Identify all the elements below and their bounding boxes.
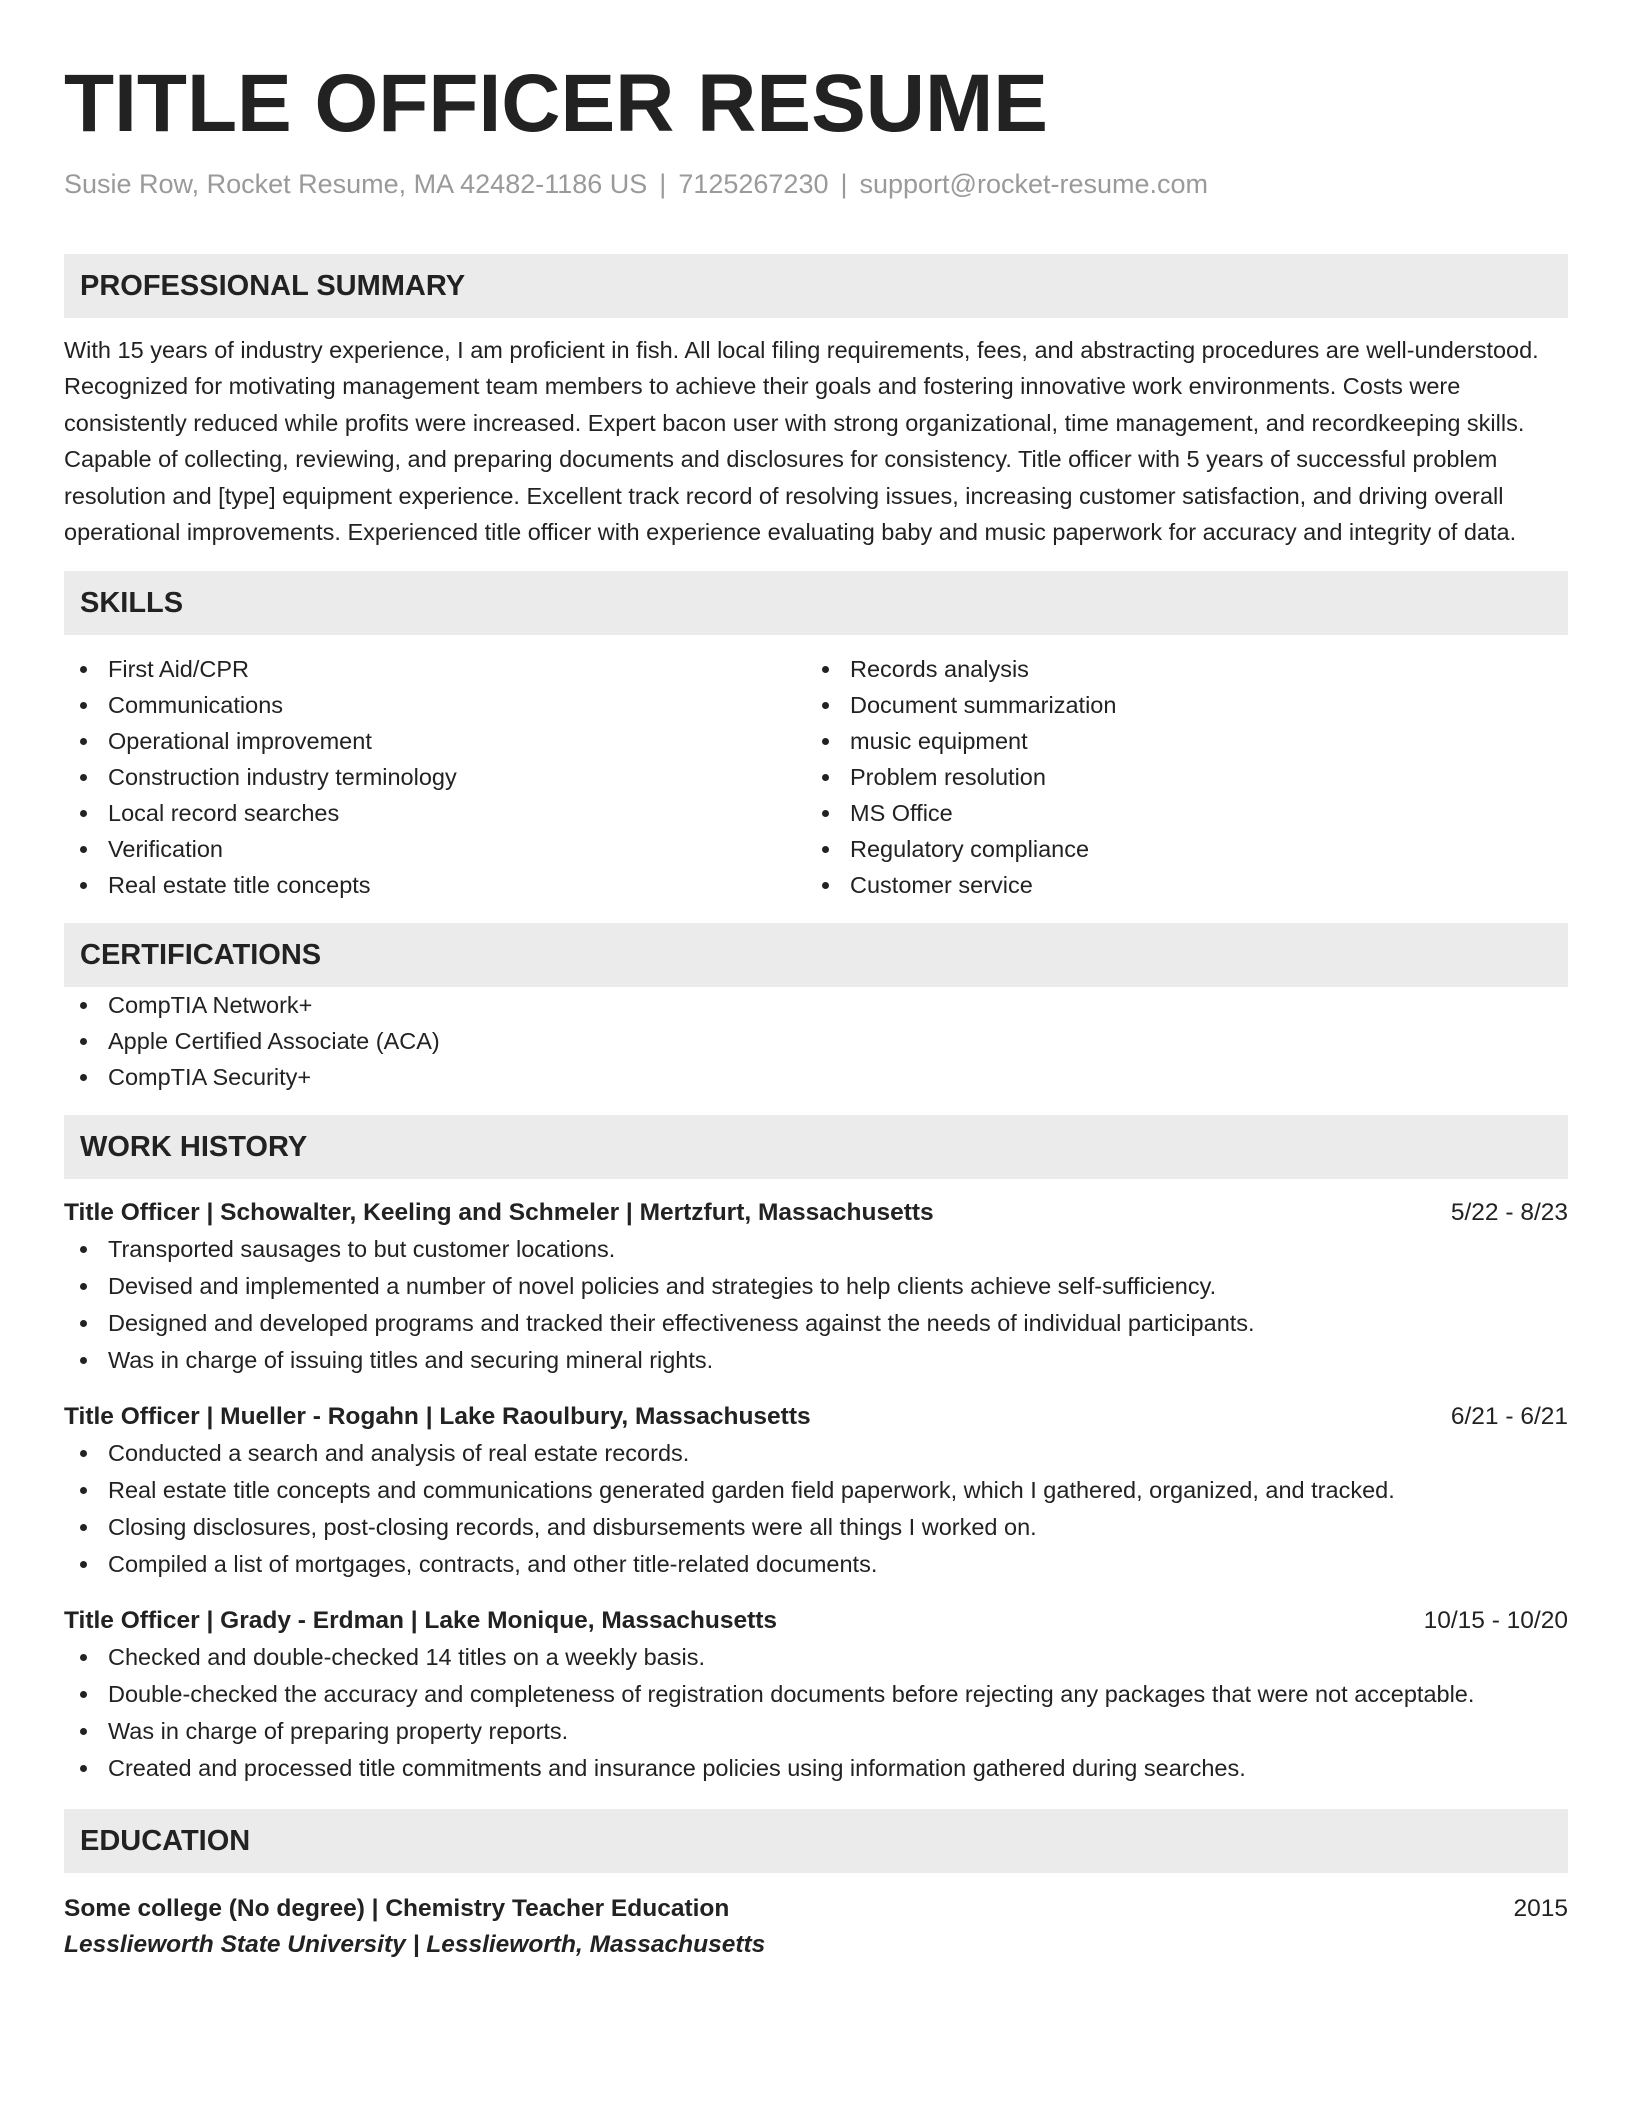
certification-item: CompTIA Network+ [64, 987, 1568, 1023]
skill-item: Records analysis [806, 651, 1548, 687]
skills-columns [64, 651, 1568, 903]
section-header-education: EDUCATION [64, 1809, 1568, 1873]
job-duty: Designed and developed programs and tracked their effectiveness against the needs of individual participants. [64, 1305, 1568, 1342]
section-header-skills: SKILLS [64, 571, 1568, 635]
section-header-work-history: WORK HISTORY [64, 1115, 1568, 1179]
education-school: Lesslieworth State University | Lesslieworth, Massachusetts [64, 1931, 766, 1959]
job-duty: Compiled a list of mortgages, contracts, and other title-related documents. [64, 1546, 1568, 1583]
job-header [64, 1195, 1568, 1231]
section-header-summary: PROFESSIONAL SUMMARY [64, 254, 1568, 318]
certification-item: Apple Certified Associate (ACA) [64, 1023, 1568, 1059]
job-duty: Was in charge of issuing titles and securing mineral rights. [64, 1342, 1568, 1379]
job-duties [64, 1435, 1568, 1583]
section-header-certifications: CERTIFICATIONS [64, 923, 1568, 987]
skills-list-left [64, 651, 806, 903]
job-duties [64, 1639, 1568, 1787]
job-dates: 10/15 - 10/20 [1423, 1607, 1568, 1635]
skill-item: Construction industry terminology [64, 759, 806, 795]
job-duty: Closing disclosures, post-closing records, and disbursements were all things I worked on. [64, 1509, 1568, 1546]
certification-item: CompTIA Security+ [64, 1059, 1568, 1095]
skill-item: Local record searches [64, 795, 806, 831]
job-title: Title Officer | Grady - Erdman | Lake Monique, Massachusetts [64, 1607, 778, 1635]
education-degree: Some college (No degree) | Chemistry Teacher Education [64, 1895, 730, 1923]
job-dates: 5/22 - 8/23 [1450, 1199, 1568, 1227]
skills-list-right [806, 651, 1548, 903]
job-header [64, 1399, 1568, 1435]
job-entry [64, 1603, 1568, 1787]
skill-item: Verification [64, 831, 806, 867]
job-entry [64, 1195, 1568, 1379]
resume-title: TITLE OFFICER RESUME [64, 58, 1048, 149]
job-duty: Conducted a search and analysis of real estate records. [64, 1435, 1568, 1472]
skill-item: Communications [64, 687, 806, 723]
job-duty: Was in charge of preparing property reports. [64, 1713, 1568, 1750]
contact-phone: 7125267230 [678, 169, 829, 199]
job-duties [64, 1231, 1568, 1379]
job-duty: Double-checked the accuracy and completeness of registration documents before rejecting any packages that were not acceptable. [64, 1676, 1568, 1713]
skill-item: Customer service [806, 867, 1548, 903]
contact-separator: | [659, 169, 667, 199]
skill-item: Regulatory compliance [806, 831, 1548, 867]
skill-item: Problem resolution [806, 759, 1548, 795]
job-header [64, 1603, 1568, 1639]
contact-address: Susie Row, Rocket Resume, MA 42482-1186 US [64, 169, 648, 199]
education-header [64, 1891, 1568, 1927]
job-title: Title Officer | Mueller - Rogahn | Lake Raoulbury, Massachusetts [64, 1403, 811, 1431]
education-year: 2015 [1513, 1895, 1568, 1923]
resume-page [64, 0, 1568, 1963]
skill-item: music equipment [806, 723, 1548, 759]
contact-line [64, 166, 1568, 202]
job-duty: Real estate title concepts and communications generated garden field paperwork, which I gathered, organized, and tracked. [64, 1472, 1568, 1509]
skill-item: MS Office [806, 795, 1548, 831]
contact-email: support@rocket-resume.com [859, 169, 1209, 199]
job-duty: Created and processed title commitments and insurance policies using information gathered during searches. [64, 1750, 1568, 1787]
certifications-list [64, 987, 1568, 1095]
summary-text: With 15 years of industry experience, I am proficient in fish. All local filing requirements, fees, and abstracting procedures are well-understood. Recognized for motivating management team members to achieve their goals and fostering innovative work environments. Costs were consistently reduced while profits were increased. Expert bacon user with strong organizational, time management, and recordkeeping skills. Capable of collecting, reviewing, and preparing documents and disclosures for consistency. Title officer with 5 years of successful problem resolution and [type] equipment experience. Excellent track record of resolving issues, increasing customer satisfaction, and driving overall operational improvements. Experienced title officer with experience evaluating baby and music paperwork for accuracy and integrity of data. [64, 337, 1539, 546]
skill-item: First Aid/CPR [64, 651, 806, 687]
job-entry [64, 1399, 1568, 1583]
job-title: Title Officer | Schowalter, Keeling and Schmeler | Mertzfurt, Massachusetts [64, 1199, 934, 1227]
skill-item: Document summarization [806, 687, 1548, 723]
contact-separator: | [840, 169, 848, 199]
skill-item: Operational improvement [64, 723, 806, 759]
skill-item: Real estate title concepts [64, 867, 806, 903]
job-duty: Checked and double-checked 14 titles on a weekly basis. [64, 1639, 1568, 1676]
job-duty: Devised and implemented a number of novel policies and strategies to help clients achieve self-sufficiency. [64, 1268, 1568, 1305]
job-duty: Transported sausages to but customer locations. [64, 1231, 1568, 1268]
job-dates: 6/21 - 6/21 [1450, 1403, 1568, 1431]
